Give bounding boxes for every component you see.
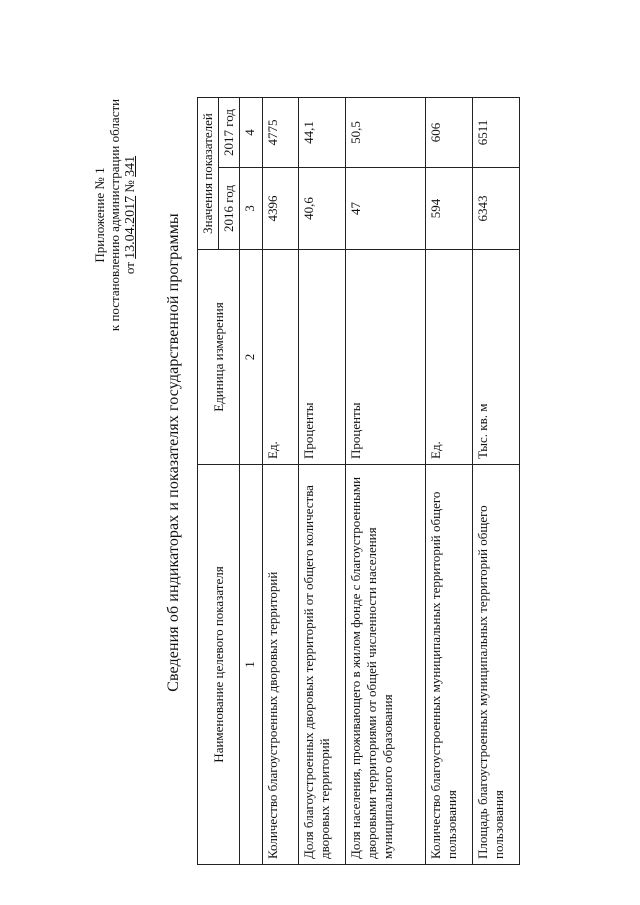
header-year-2017: 2017 год [219,98,240,168]
indicator-name: Количество благоустроенных муниципальных территорий общего пользования [426,465,473,865]
value-2017: 4775 [263,98,299,168]
indicator-name: Количество благоустроенных дворовых территорий [263,465,299,865]
indicator-name: Площадь благоустроенных муниципальных территорий общего пользования [473,465,520,865]
indicators-table [197,97,520,865]
appendix-title: Приложение № 1 [92,167,107,263]
indicator-unit: Проценты [346,250,426,465]
value-2016: 4396 [263,168,299,250]
indicator-name: Доля благоустроенных дворовых территорий от общего количества дворовых территорий [299,465,346,865]
indicator-name: Доля населения, проживающего в жилом фонде с благоустроенными дворовыми территориями от общей численности населения муниципального образования [346,465,426,865]
header-unit: Единица измерения [198,250,240,465]
appendix-header [92,85,138,345]
indicator-unit: Ед. [263,250,299,465]
value-2017: 50,5 [346,98,426,168]
col-number: 2 [240,250,263,465]
indicator-unit: Тыс. кв. м [473,250,520,465]
indicator-unit: Ед. [426,250,473,465]
decree-number: 341 [123,155,138,177]
value-2016: 40,6 [299,168,346,250]
number-label: № [122,180,137,193]
column-number-row [240,98,263,865]
col-number: 1 [240,465,263,865]
header-name: Наименование целевого показателя [198,465,240,865]
appendix-subtitle: к постановлению администрации области [107,98,122,332]
value-2016: 47 [346,168,426,250]
header-values: Значения показателей [198,98,219,250]
value-2016: 594 [426,168,473,250]
table-row [299,98,346,865]
table-row [426,98,473,865]
table-row [263,98,299,865]
col-number: 4 [240,98,263,168]
table-header-row [198,98,219,865]
value-2016: 6343 [473,168,520,250]
value-2017: 606 [426,98,473,168]
value-2017: 44,1 [299,98,346,168]
header-year-2016: 2016 год [219,168,240,250]
indicator-unit: Проценты [299,250,346,465]
table-row [473,98,520,865]
document-title: Сведения об индикаторах и показателях государственной программы [165,213,182,692]
decree-date: 13.04.2017 [123,195,138,259]
table-row [346,98,426,865]
date-prefix: от [122,262,137,275]
value-2017: 6511 [473,98,520,168]
col-number: 3 [240,168,263,250]
appendix-date-line [122,85,138,345]
